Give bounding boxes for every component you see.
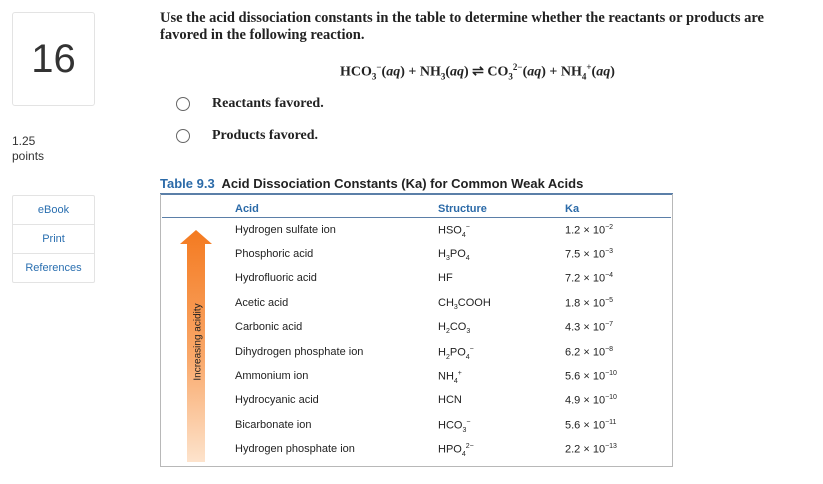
acid-name: Dihydrogen phosphate ion <box>235 346 364 358</box>
acid-structure: $HPO_4^{2-}$ <box>438 443 474 458</box>
acid-name: Hydrogen sulfate ion <box>235 224 336 236</box>
acid-ka: $5.6 \times 10^{-11}$ <box>565 419 617 432</box>
table-caption: Acid Dissociation Constants (Ka) for Common Weak Acids <box>221 176 584 191</box>
points-label: points <box>12 149 45 163</box>
points-info <box>12 134 44 164</box>
acid-structure: $H_3PO_4$ <box>438 248 470 263</box>
acid-structure: $NH_4^+$ <box>438 370 462 385</box>
acid-name: Hydrogen phosphate ion <box>235 443 355 455</box>
acid-ka: $4.9 \times 10^{-10}$ <box>565 394 617 407</box>
print-link[interactable]: Print <box>13 225 94 254</box>
acid-name: Carbonic acid <box>235 321 303 333</box>
header-acid: Acid <box>235 203 259 215</box>
acid-structure: $HSO_4^-$ <box>438 224 470 239</box>
acid-ka: $7.2 \times 10^{-4}$ <box>565 272 614 285</box>
acid-ka: $7.5 \times 10^{-3}$ <box>565 248 614 261</box>
header-rule <box>162 217 671 218</box>
option-reactants-label: Reactants favored. <box>212 96 324 111</box>
resource-sidebar <box>12 195 95 283</box>
acid-ka: $2.2 \times 10^{-13}$ <box>565 443 617 456</box>
acid-ka: $4.3 \times 10^{-7}$ <box>565 321 614 334</box>
radio-reactants[interactable] <box>176 97 190 111</box>
acid-structure: $H_2PO_4^-$ <box>438 346 474 361</box>
acid-name: Acetic acid <box>235 297 289 309</box>
acid-name: Hydrofluoric acid <box>235 272 317 284</box>
acid-structure: $CH_3COOH$ <box>438 297 491 312</box>
acid-name: Phosphoric acid <box>235 248 314 260</box>
table-number: Table 9.3 <box>160 176 215 191</box>
header-structure: Structure <box>438 203 487 215</box>
acid-name: Hydrocyanic acid <box>235 394 319 406</box>
acid-structure: HF <box>438 272 453 284</box>
acid-ka: $1.8 \times 10^{-5}$ <box>565 297 614 310</box>
reaction-equation: $HCO_3^-(aq) + NH_3(aq)$ ⇌ $CO_3^{2-}(aq) + NH_4^+(aq)$ <box>340 62 615 82</box>
increasing-acidity-label: Increasing acidity <box>192 303 204 381</box>
acid-structure: $H_2CO_3$ <box>438 321 471 336</box>
references-link[interactable]: References <box>25 262 82 274</box>
question-prompt: Use the acid dissociation constants in the table to determine whether the reactants or products are favored in the following reaction. <box>160 10 764 43</box>
radio-products[interactable] <box>176 129 190 143</box>
option-products-label: Products favored. <box>212 128 319 143</box>
header-ka: Ka <box>565 203 580 215</box>
acid-ka: $1.2 \times 10^{-2}$ <box>565 224 614 237</box>
acid-ka: $5.6 \times 10^{-10}$ <box>565 370 617 383</box>
question-number: 16 <box>12 12 95 106</box>
option-reactants[interactable] <box>176 96 324 112</box>
option-products[interactable] <box>176 128 318 144</box>
acid-ka: $6.2 \times 10^{-8}$ <box>565 346 614 359</box>
acid-structure: HCN <box>438 394 462 406</box>
acid-name: Bicarbonate ion <box>235 419 312 431</box>
acid-name: Ammonium ion <box>235 370 309 382</box>
points-value: 1.25 <box>12 134 36 148</box>
acid-structure: $HCO_3^-$ <box>438 419 471 434</box>
table-title <box>160 176 583 191</box>
ebook-link[interactable]: eBook <box>13 196 94 225</box>
